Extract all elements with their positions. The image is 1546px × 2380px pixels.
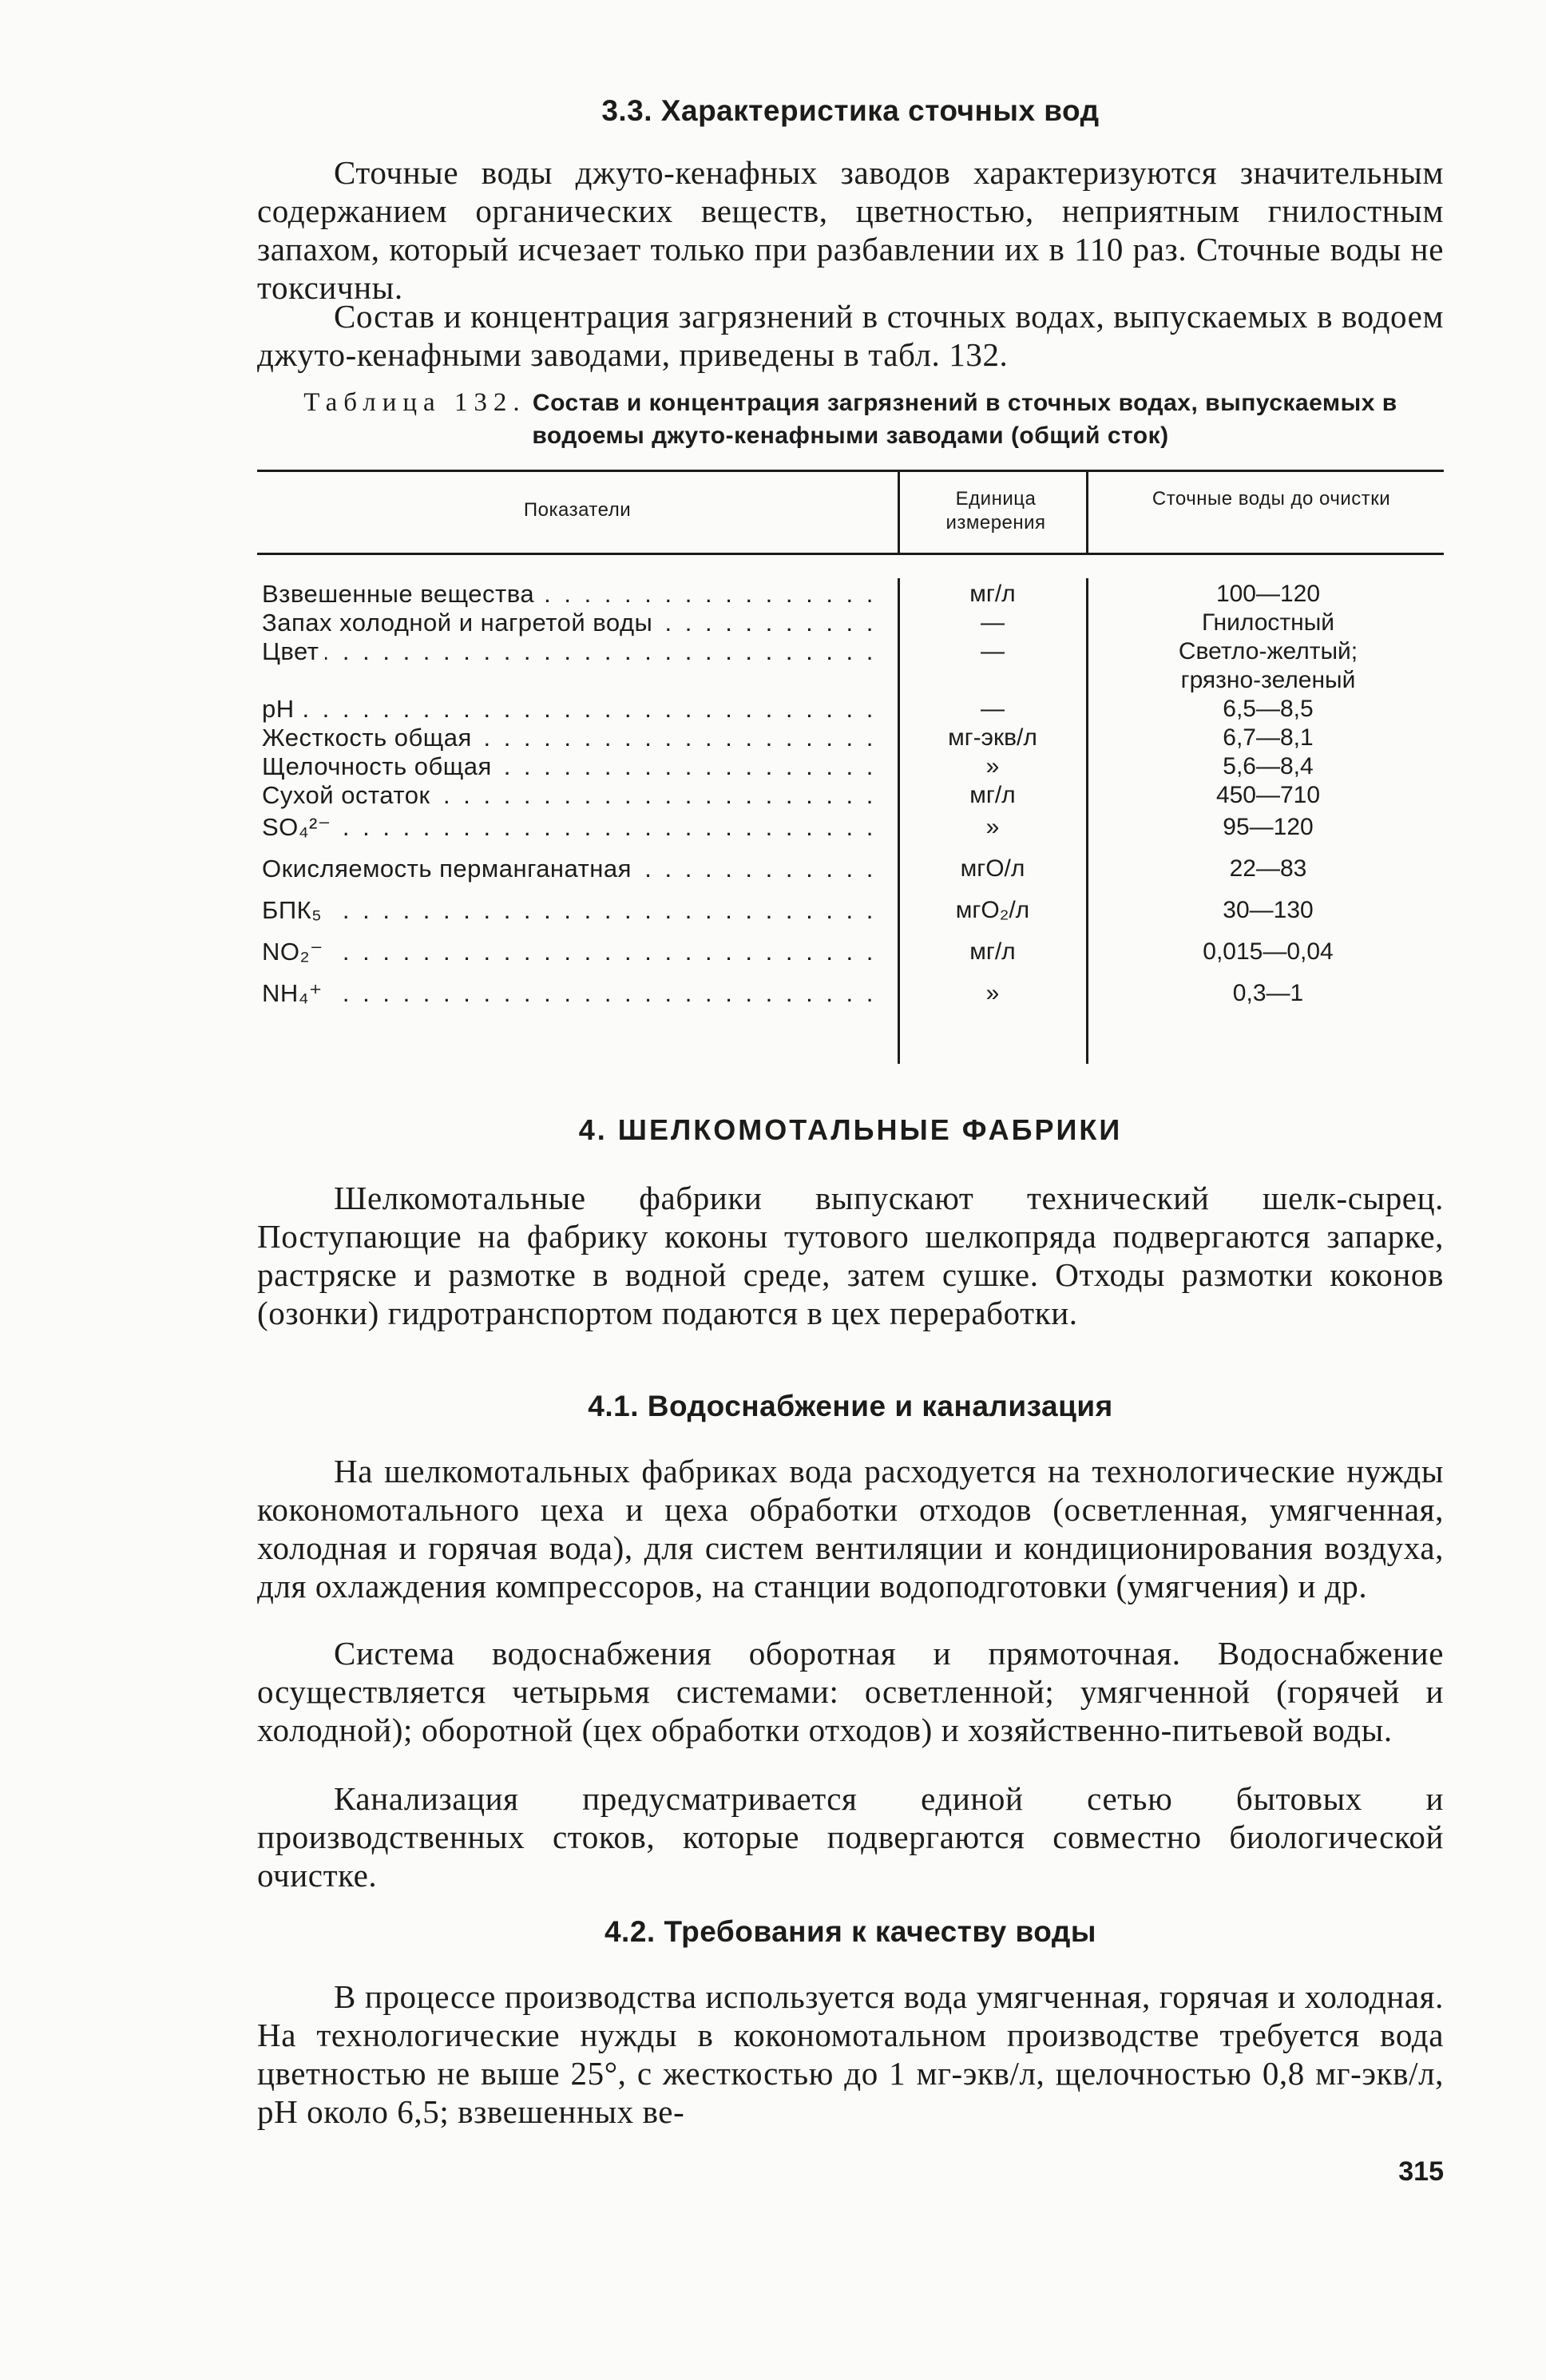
page-number: 315 (1398, 2156, 1444, 2187)
row-unit: мгО₂/л (955, 897, 1030, 923)
paragraph: Состав и концентрация загрязнений в сточных водах, выпускаемых в водоем джуто-кенафными заводами, приведены в табл. 132. (257, 298, 1444, 373)
row-indicator-label: Окисляемость перманганатная (262, 855, 638, 883)
header-indicators: Показатели (523, 499, 632, 521)
row-value: 30—130 (1223, 897, 1314, 923)
row-indicator (262, 752, 885, 781)
row-value: Гнилостный (1201, 609, 1335, 636)
table-row (257, 938, 1444, 966)
row-unit: — (981, 609, 1005, 636)
table-row (257, 695, 1444, 724)
row-indicator (262, 938, 885, 966)
table-row (257, 781, 1444, 810)
row-value: 100—120 (1215, 581, 1321, 607)
row-indicator (262, 896, 885, 925)
row-indicator (262, 979, 885, 1008)
row-unit: » (985, 753, 1000, 779)
table-row (257, 724, 1444, 752)
row-indicator (262, 580, 885, 609)
table-caption-text: Состав и концентрация загрязнений в сточных водах, выпускаемых в водоемы джуто-кенафными заводами (общий сток) (532, 390, 1397, 449)
row-unit: — (981, 696, 1005, 722)
row-unit: мг/л (969, 581, 1016, 607)
paragraph: В процессе производства используется вода умягченная, горячая и холодная. На технологические нужды в кокономотальном производстве требуется вода цветностью не выше 25°, с жесткостью до 1 мг-экв/л, щелочностью 0,8 мг-экв/л, pH около 6,5; взвешенных ве- (257, 1978, 1444, 2130)
row-value: 0,015—0,04 (1203, 938, 1334, 965)
data-table (257, 470, 1444, 1065)
table-column-rule (1086, 470, 1088, 553)
row-indicator (262, 695, 885, 724)
row-unit: мгО/л (960, 855, 1025, 882)
section-heading-4: 4. ШЕЛКОМОТАЛЬНЫЕ ФАБРИКИ (578, 1113, 1123, 1146)
row-value: грязно-зеленый (1180, 667, 1356, 693)
row-indicator (262, 724, 885, 752)
table-caption-lead: Таблица 132. (303, 388, 526, 417)
header-unit: Единица измерения (945, 488, 1046, 534)
section-heading-4-1: 4.1. Водоснабжение и канализация (588, 1390, 1113, 1422)
row-unit: » (985, 814, 1000, 840)
row-value: 450—710 (1215, 782, 1321, 808)
paragraph: Сточные воды джуто-кенафных заводов характеризуются значительным содержанием органических веществ, цветностью, неприятным гнилостным запахом, который исчезает только при разбавлении их в 110 раз. Сточные воды не токсичны. (257, 154, 1444, 306)
table-row (257, 666, 1444, 695)
table-row (257, 637, 1444, 666)
section-heading-4-2: 4.2. Требования к качеству воды (604, 1915, 1096, 1948)
paragraph: Канализация предусматривается единой сетью бытовых и производственных стоков, которые подвергаются совместно биологической очистке. (257, 1780, 1444, 1894)
table-caption (257, 387, 1444, 452)
row-value: 95—120 (1223, 814, 1314, 840)
row-indicator-label: NH₄⁺ (262, 979, 329, 1007)
row-indicator-label: SO₄²⁻ (262, 813, 338, 841)
paragraph: На шелкомотальных фабриках вода расходуется на технологические нужды кокономотального цеха и цеха обработки отходов (осветленная, умягченная, холодная и горячая вода), для систем вентиляции и кондиционирования воздуха, для охлаждения компрессоров, на станции водоподготовки (умягчения) и др. (257, 1453, 1444, 1605)
header-wastewater: Сточные воды до очистки (1152, 488, 1391, 510)
row-indicator-label: Щелочность общая (262, 752, 498, 780)
table-row (257, 580, 1444, 609)
row-value: 0,3—1 (1232, 980, 1304, 1006)
section-heading-3-3: 3.3. Характеристика сточных вод (601, 94, 1100, 127)
row-value: 22—83 (1229, 855, 1307, 882)
row-unit: мг-экв/л (948, 724, 1037, 751)
row-unit: » (985, 980, 1000, 1006)
row-value: Светло-желтый; (1178, 638, 1358, 664)
table-row (257, 752, 1444, 781)
table-row (257, 855, 1444, 883)
row-indicator-label: Жесткость общая (262, 724, 478, 752)
row-indicator-label: Взвешенные вещества (262, 580, 541, 608)
table-column-rule (898, 470, 900, 553)
row-indicator-label: Цвет (262, 637, 325, 665)
row-value: 6,7—8,1 (1223, 724, 1314, 751)
row-unit: мг/л (969, 938, 1016, 965)
paragraph: Шелкомотальные фабрики выпускают технический шелк-сырец. Поступающие на фабрику коконы тутового шелкопряда подвергаются запарке, растряске и размотке в водной среде, затем сушке. Отходы размотки коконов (озонки) гидротранспортом подаются в цех переработки. (257, 1180, 1444, 1331)
table-row (257, 813, 1444, 842)
table-header-rule (257, 553, 1444, 555)
table-row (257, 609, 1444, 637)
row-value: 5,6—8,4 (1223, 753, 1314, 779)
row-indicator-label: Запах холодной и нагретой воды (262, 609, 659, 637)
table-row (257, 979, 1444, 1008)
row-indicator (262, 637, 885, 666)
table-top-rule (257, 470, 1444, 472)
row-indicator-label: pH (262, 695, 301, 723)
row-value: 6,5—8,5 (1223, 696, 1314, 722)
row-indicator (262, 813, 885, 842)
paragraph: Система водоснабжения оборотная и прямоточная. Водоснабжение осуществляется четырьмя системами: осветленной; умягченной (горячей и холодной); оборотной (цех обработки отходов) и хозяйственно-питьевой воды. (257, 1635, 1444, 1748)
row-unit: — (981, 638, 1005, 664)
row-indicator-label: NO₂⁻ (262, 938, 330, 966)
row-indicator (262, 855, 885, 883)
row-unit: мг/л (969, 782, 1016, 808)
row-indicator-label: БПК₅ (262, 896, 328, 924)
row-indicator-label: Сухой остаток (262, 781, 437, 809)
row-indicator (262, 781, 885, 810)
row-indicator (262, 609, 885, 637)
table-row (257, 896, 1444, 925)
